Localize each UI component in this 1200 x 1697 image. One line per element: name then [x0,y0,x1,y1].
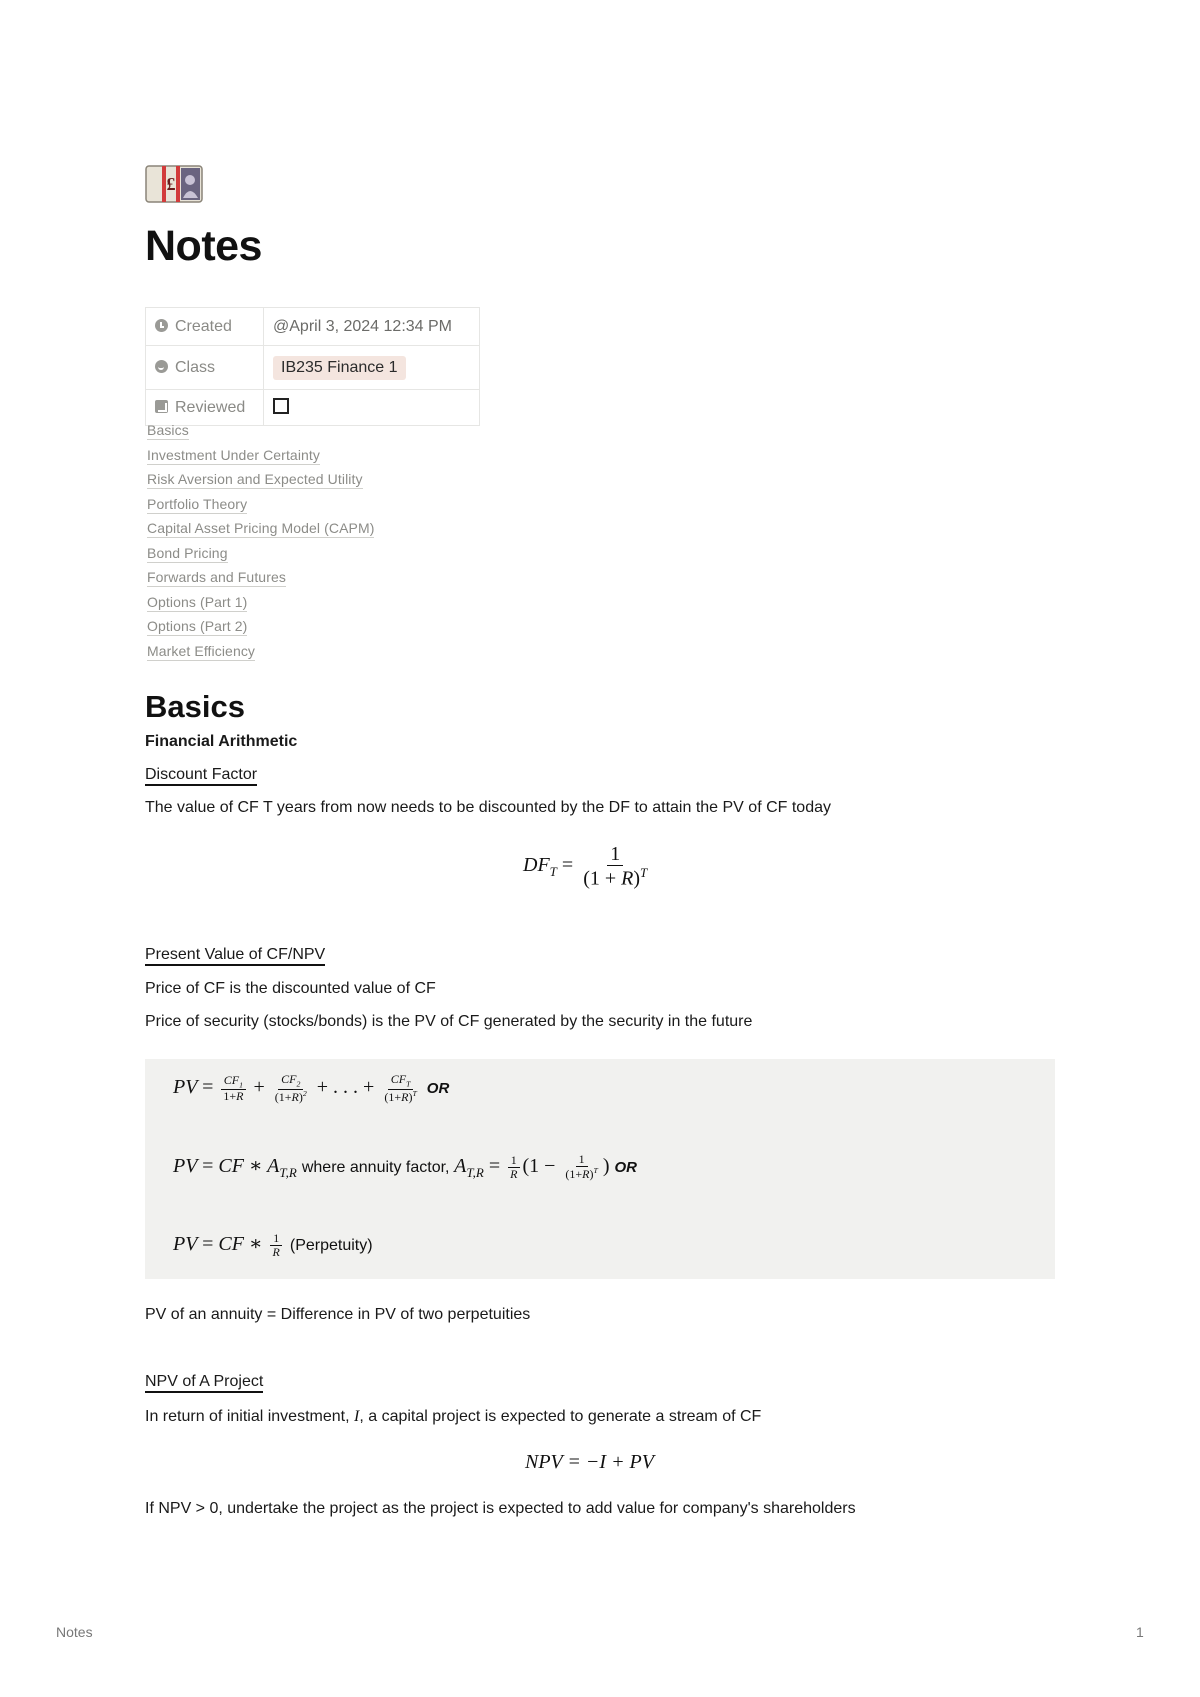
property-key: Reviewed [146,390,264,426]
class-value[interactable] [264,346,480,390]
table-of-contents [147,422,374,667]
pv-perpetuity-equation: PV = CF ∗ $\frac{1}{R}$ (Perpetuity) [173,1230,373,1259]
toc-link-capm[interactable]: Capital Asset Pricing Model (CAPM) [147,520,375,536]
properties-table [145,307,480,426]
toc-link-options-part-1[interactable]: Options (Part 1) [147,593,248,610]
toc-link-options-part-2[interactable]: Options (Part 2) [147,618,248,634]
property-row-reviewed [146,390,480,426]
toc-link-bond-pricing[interactable]: Bond Pricing [147,544,228,561]
toc-link-forwards-futures[interactable]: Forwards and Futures [147,569,286,585]
npv-project-heading: NPV of A Project [145,1373,263,1391]
page-title: Notes [145,222,262,270]
reviewed-value [264,390,480,426]
toc-link-risk-aversion[interactable]: Risk Aversion and Expected Utility [147,471,363,487]
class-tag[interactable]: IB235 Finance 1 [273,356,406,380]
npv-project-text: In return of initial investment, I, a capital project is expected to generate a stream of CF [145,1408,762,1425]
checkbox-property-icon [155,400,168,413]
pv-line-1: Price of CF is the discounted value of CF [145,980,436,997]
pv-annuity-equation: PV = CF ∗ $A_{T,R}$ where annuity factor, $A_{T,R}$ = $\frac{1}{R}$ (1 − $\frac{1}{(1+R)^T}$ ) OR [173,1152,638,1182]
footer-title: Notes [56,1624,93,1640]
subheading: Financial Arithmetic [145,733,298,750]
section-heading: Basics [145,689,245,724]
equation-block [145,1059,1055,1279]
pv-line-2: Price of security (stocks/bonds) is the PV of CF generated by the security in the future [145,1013,753,1030]
toc-link-basics[interactable]: Basics [147,422,189,438]
property-row-created [146,308,480,346]
clock-icon [155,319,168,332]
discount-factor-text: The value of CF T years from now needs to be discounted by the DF to attain the PV of CF today [145,799,831,816]
reviewed-checkbox[interactable] [273,398,289,414]
toc-link-investment-under-certainty[interactable]: Investment Under Certainty [147,446,321,463]
pv-sum-equation: PV = $\frac{CF_1}{1+R}$ + $\frac{CF_2}{(1+R)^2}$ + . . . + $\frac{CF_T}{(1+R)^T}$ OR [173,1072,450,1104]
npv-conclusion: If NPV > 0, undertake the project as the project is expected to add value for company's shareholders [145,1500,856,1517]
property-key: Class [146,346,264,390]
page-number: 1 [1136,1624,1144,1640]
present-value-heading: Present Value of CF/NPV [145,946,325,964]
pound-banknote-icon [145,164,203,204]
svg-text:£: £ [166,174,176,194]
created-value[interactable]: @April 3, 2024 12:34 PM [264,308,480,346]
annuity-note: PV of an annuity = Difference in PV of two perpetuities [145,1306,531,1323]
discount-factor-heading: Discount Factor [145,766,257,784]
property-row-class [146,346,480,390]
npv-equation: NPV = −I + PV [525,1451,654,1473]
property-key: Created [146,308,264,346]
toc-link-portfolio-theory[interactable]: Portfolio Theory [147,495,248,512]
discount-factor-equation: $DF_T$ = $\frac{1}{(1 + R)^T}$ [523,843,648,890]
toc-link-market-efficiency[interactable]: Market Efficiency [147,642,256,659]
select-icon [155,360,168,373]
